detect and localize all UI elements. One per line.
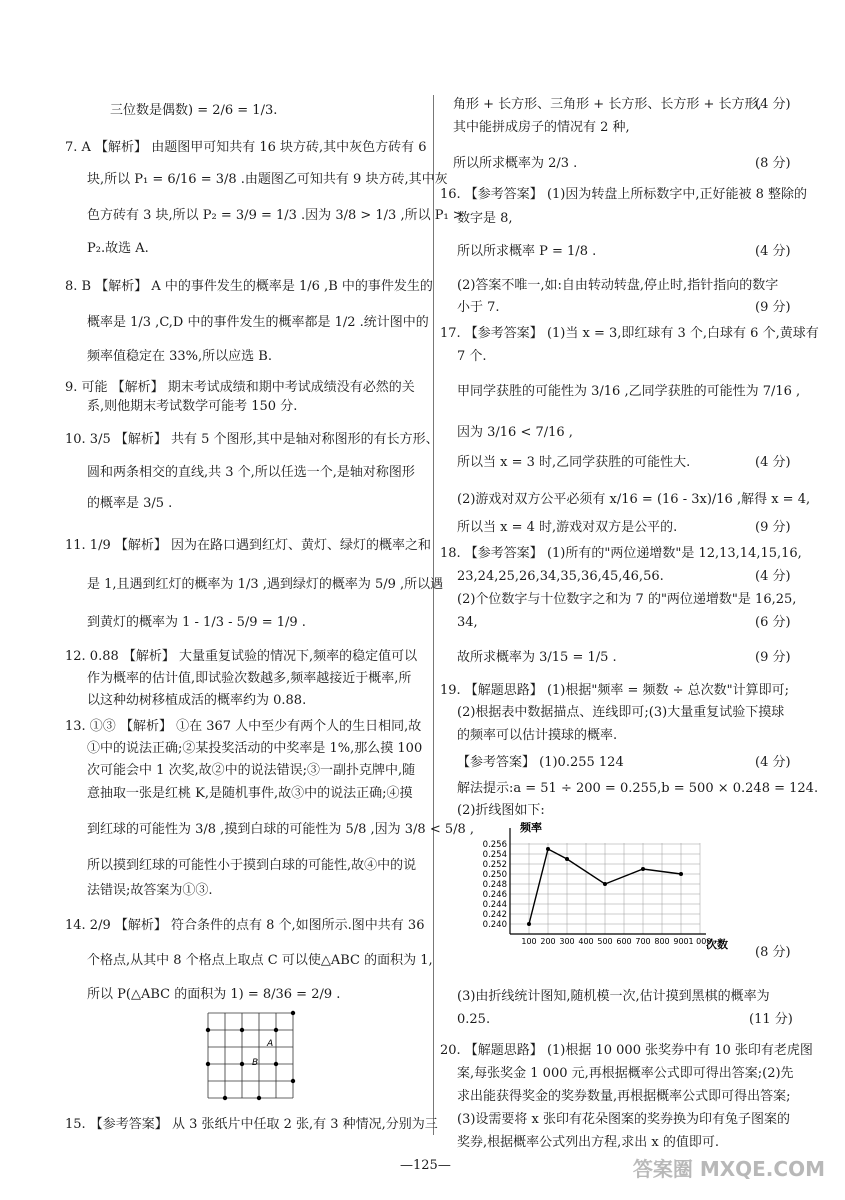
left-text-line: 13. ①③ 【解析】 ①在 367 人中至少有两个人的生日相同,故 — [65, 719, 422, 734]
left-text-line: 8. B 【解析】 A 中的事件发生的概率是 1/6 ,B 中的事件发生的 — [65, 279, 433, 294]
right-text-line: 19. 【解题思路】 (1)根据"频率 = 频数 ÷ 总次数"计算即可; — [440, 683, 790, 698]
right-text-line: (3)设需要将 x 张印有花朵图案的奖券换为印有兔子图案的 — [457, 1112, 791, 1127]
lattice-point — [291, 1079, 295, 1083]
score-mark: (9 分) — [755, 300, 791, 315]
right-text-line: (2)游戏对双方公平必须有 x/16 = (16 - 3x)/16 ,解得 x = 4, — [457, 492, 811, 507]
column-divider — [433, 95, 434, 1135]
lattice-point — [274, 1028, 278, 1032]
left-text-line: 色方砖有 3 块,所以 P₂ = 3/9 = 1/3 .因为 3/8 > 1/3 ,所以 P₁ > — [87, 208, 464, 223]
lattice-point — [206, 1028, 210, 1032]
left-text-line: 法错误;故答案为①③. — [87, 883, 213, 898]
right-text-line: 案,每张奖金 1 000 元,再根据概率公式即可得出答案;(2)先 — [457, 1066, 794, 1081]
chart-x-tick-label: 800 — [654, 937, 670, 946]
right-text-line: 34, — [457, 615, 478, 630]
chart-data-point — [565, 857, 569, 861]
lattice-point — [206, 1062, 210, 1066]
score-mark: (4 分) — [755, 97, 791, 112]
right-text-line: 23,24,25,26,34,35,36,45,46,56. — [457, 569, 664, 584]
left-text-line: P₂.故选 A. — [87, 241, 149, 256]
right-text-line: 其中能拼成房子的情况有 2 种, — [453, 120, 630, 135]
chart-data-point — [641, 867, 645, 871]
right-text-line: 解法提示:a = 51 ÷ 200 = 0.255,b = 500 × 0.248 = 124. — [457, 781, 819, 796]
right-text-line: 所以当 x = 3 时,乙同学获胜的可能性大. — [457, 455, 691, 470]
score-mark: (8 分) — [755, 156, 791, 171]
left-text-line: 频率值稳定在 33%,所以应选 B. — [87, 349, 272, 364]
left-text-line: 次可能会中 1 次奖,故②中的说法错误;③一副扑克牌中,随 — [87, 763, 416, 778]
score-mark: (9 分) — [755, 650, 791, 665]
left-text-line: 所以 P(△ABC 的面积为 1) = 8/36 = 2/9 . — [87, 987, 341, 1002]
left-text-line: 意抽取一张是红桃 K,是随机事件,故③中的说法正确;④摸 — [87, 786, 413, 801]
right-text-line: (2)答案不唯一,如:自由转动转盘,停止时,指针指向的数字 — [457, 278, 779, 293]
right-text-line: 奖券,根据概率公式列出方程,求出 x 的值即可. — [457, 1135, 719, 1150]
left-text-line: 15. 【参考答案】 从 3 张纸片中任取 2 张,有 3 种情况,分别为三 — [65, 1117, 438, 1132]
left-text-line: 是 1,且遇到红灯的概率为 1/3 ,遇到绿灯的概率为 5/9 ,所以遇 — [87, 577, 444, 592]
chart-y-tick-label: 0.240 — [482, 920, 507, 930]
chart-x-tick-label: 500 — [597, 937, 613, 946]
score-mark: (4 分) — [755, 455, 791, 470]
left-text-line: 到红球的可能性为 3/8 ,摸到白球的可能性为 5/8 ,因为 3/8 < 5/8 , — [87, 822, 475, 837]
right-text-line: 数字是 8, — [457, 211, 513, 226]
chart-y-tick-label: 0.242 — [482, 910, 507, 920]
left-text-line: 11. 1/9 【解析】 因为在路口遇到红灯、黄灯、绿灯的概率之和 — [65, 538, 431, 553]
right-text-line: (2)折线图如下: — [457, 803, 545, 818]
left-text-line: 12. 0.88 【解析】 大量重复试验的情况下,频率的稳定值可以 — [65, 649, 418, 664]
chart-x-tick-label: 900 — [673, 937, 689, 946]
chart-x-tick-label: 200 — [540, 937, 556, 946]
left-text-line: 的概率是 3/5 . — [87, 496, 173, 511]
left-text-line: 作为概率的估计值,即试验次数越多,频率越接近于概率,所 — [87, 671, 412, 686]
left-text-line: 块,所以 P₁ = 6/16 = 3/8 .由题图乙可知共有 9 块方砖,其中灰 — [87, 172, 448, 187]
lattice-point — [274, 1062, 278, 1066]
left-text-line: 系,则他期末考试数学可能考 150 分. — [87, 399, 298, 414]
right-text-line: 18. 【参考答案】 (1)所有的"两位递增数"是 12,13,14,15,16, — [440, 546, 802, 561]
right-text-line: 的频率可以估计摸球的概率. — [457, 728, 618, 743]
right-text-line: 甲同学获胜的可能性为 3/16 ,乙同学获胜的可能性为 7/16 , — [457, 384, 801, 399]
chart-x-axis-label: 次数 — [706, 938, 728, 951]
right-text-line: 所以所求概率为 2/3 . — [453, 156, 578, 171]
watermark: 答案圈 MXQE.COM — [632, 1157, 825, 1181]
left-text-line: 9. 可能 【解析】 期末考试成绩和期中考试成绩没有必然的关 — [65, 380, 415, 395]
chart-y-tick-label: 0.250 — [482, 870, 507, 880]
right-text-line: 20. 【解题思路】 (1)根据 10 000 张奖券中有 10 张印有老虎图 — [440, 1043, 813, 1058]
score-mark: (6 分) — [755, 615, 791, 630]
page-number: —125— — [400, 1158, 451, 1173]
right-text-line: 因为 3/16 < 7/16 , — [457, 425, 573, 440]
chart-x-tick-label: 300 — [559, 937, 575, 946]
left-text-line: 以这种幼树移植成活的概率约为 0.88. — [87, 693, 307, 708]
left-text-line: 概率是 1/3 ,C,D 中的事件发生的概率都是 1/2 .统计图中的 — [87, 315, 429, 330]
chart-y-tick-label: 0.252 — [482, 860, 507, 870]
chart-y-tick-label: 0.248 — [482, 880, 507, 890]
chart-x-tick-label: 600 — [616, 937, 632, 946]
right-text-line: 0.25. — [457, 1012, 491, 1027]
point-a-label: A — [267, 1039, 274, 1049]
chart-data-point — [527, 922, 531, 926]
right-text-line: 16. 【参考答案】 (1)因为转盘上所标数字中,正好能被 8 整除的 — [440, 187, 808, 202]
chart-x-tick-label: 100 — [521, 937, 537, 946]
left-text-line: 个格点,从其中 8 个格点上取点 C 可以使△ABC 的面积为 1, — [87, 953, 433, 968]
chart-y-axis-label: 频率 — [520, 822, 542, 834]
chart-data-point — [546, 847, 550, 851]
chart-y-tick-label: 0.256 — [482, 840, 507, 850]
right-text-line: (3)由折线统计图知,随机模一次,估计摸到黑棋的概率为 — [457, 989, 770, 1004]
score-mark: (11 分) — [749, 1012, 793, 1027]
chart-data-point — [679, 872, 683, 876]
chart-y-tick-label: 0.244 — [482, 900, 507, 910]
lattice-figure — [205, 1010, 310, 1115]
right-text-line: 角形 + 长方形、三角形 + 长方形、长方形 + 长方形, — [453, 97, 762, 112]
frequency-line-chart — [470, 822, 730, 952]
right-text-line: (2)根据表中数据描点、连线即可;(3)大量重复试验下摸球 — [457, 705, 785, 720]
right-text-line: 7 个. — [457, 349, 487, 364]
right-text-line: 17. 【参考答案】 (1)当 x = 3,即红球有 3 个,白球有 6 个,黄球有 — [440, 326, 819, 341]
chart-data-point — [603, 882, 607, 886]
score-mark: (4 分) — [755, 569, 791, 584]
left-text-line: 14. 2/9 【解析】 符合条件的点有 8 个,如图所示.图中共有 36 — [65, 918, 425, 933]
score-mark: (9 分) — [755, 520, 791, 535]
left-text-line: 10. 3/5 【解析】 共有 5 个图形,其中是轴对称图形的有长方形、 — [65, 432, 439, 447]
lattice-point — [240, 1028, 244, 1032]
chart-x-tick-label: 400 — [578, 937, 594, 946]
score-mark: (4 分) — [755, 244, 791, 259]
right-text-line: 求出能获得奖金的奖券数量,再根据概率公式即可得出答案; — [457, 1089, 791, 1104]
right-text-line: 小于 7. — [457, 300, 500, 315]
left-text-line: 圆和两条相交的直线,共 3 个,所以任选一个,是轴对称图形 — [87, 465, 415, 480]
left-text-line: 7. A 【解析】 由题图甲可知共有 16 块方砖,其中灰色方砖有 6 — [65, 140, 427, 155]
right-text-line: 所以所求概率 P = 1/8 . — [457, 244, 597, 259]
left-text-line: 所以摸到红球的可能性小于摸到白球的可能性,故④中的说 — [87, 858, 417, 873]
lattice-point — [257, 1096, 261, 1100]
right-text-line: 【参考答案】 (1)0.255 124 — [457, 755, 624, 770]
left-text-line: 到黄灯的概率为 1 - 1/3 - 5/9 = 1/9 . — [87, 615, 306, 630]
right-text-line: 故所求概率为 3/15 = 1/5 . — [457, 650, 617, 665]
right-text-line: (2)个位数字与十位数字之和为 7 的"两位递增数"是 16,25, — [457, 592, 797, 607]
lattice-point — [291, 1011, 295, 1015]
lattice-point — [223, 1096, 227, 1100]
score-mark: (8 分) — [755, 945, 791, 960]
point-b-label: B — [252, 1058, 259, 1068]
right-text-line: 所以当 x = 4 时,游戏对双方是公平的. — [457, 520, 678, 535]
chart-x-tick-label: 700 — [635, 937, 651, 946]
chart-y-tick-label: 0.246 — [482, 890, 507, 900]
chart-y-tick-label: 0.254 — [482, 850, 507, 860]
lattice-point — [240, 1062, 244, 1066]
left-text-line: ①中的说法正确;②某投奖活动的中奖率是 1%,那么摸 100 — [87, 741, 423, 756]
score-mark: (4 分) — [755, 755, 791, 770]
left-text-line: 三位数是偶数) = 2/6 = 1/3. — [110, 103, 278, 118]
chart-x-tick-label: 1 000 — [688, 937, 712, 946]
